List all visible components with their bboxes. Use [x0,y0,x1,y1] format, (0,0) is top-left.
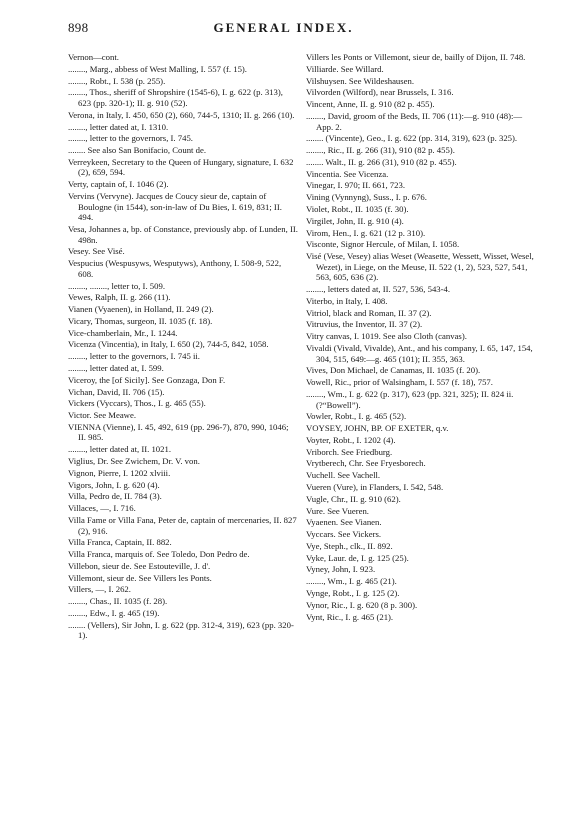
index-entry: Viceroy, the [of Sicily]. See Gonzaga, Don F. [68,374,226,385]
index-entry: ........, David, groom of the Beds, II. 706 (11):—g. 910 (48):—App. 2. [306,110,523,132]
index-entry: Vynge, Robt., I. g. 125 (2). [306,588,400,598]
index-entry: Vincentia. See Vicenza. [306,168,389,179]
index-entry: ........, Thos., sheriff of Shropshire (1545-6), I. g. 622 (p. 313), 623 (pp. 320-1); II. g. 910 (52). [68,87,283,108]
index-entry: Vitriol, black and Roman, II. 37 (2). [306,307,432,318]
index-entry: Verona, in Italy, I. 450, 650 (2), 660, 744-5, 1310; II. g. 266 (10). [68,109,295,120]
index-entry: Vye, Steph., clk., II. 892. [306,540,393,551]
index-entry: Vitry canvas, I. 1019. See also Cloth (canvas). [306,331,467,342]
index-entry: VIENNA (Vienne), I. 45, 492, 619 (pp. 296-7), 870, 990, 1046; II. 985. [68,421,289,443]
index-entry: Vyke, Laur. de, I. g. 125 (25). [306,552,409,563]
index-entry: Vowler, Robt., I. g. 465 (52). [306,411,407,422]
index-entry: Vernon—cont. [68,52,119,62]
page-number: 898 [68,20,89,35]
index-entry: ........, Wm., I. g. 465 (21). [306,576,397,587]
index-entry: Vriborch. See Friedburg. [306,446,393,457]
index-entry: ........, Chas., II. 1035 (f. 28). [68,596,168,607]
index-entry: Voyter, Robt., I. 1202 (4). [306,434,396,445]
index-entry: Villa Fame or Villa Fana, Peter de, captain of mercenaries, II. 827 (2), 916. [68,514,297,536]
index-entry: Verty, captain of, I. 1046 (2). [68,179,169,190]
index-entry: Viterbo, in Italy, I. 408. [306,295,388,306]
index-entry: Vigors, John, I. g. 620 (4). [68,479,160,490]
index-entry: Vice-chamberlain, Mr., I. 1244. [68,327,178,338]
index-entry: ........, Wm., I. g. 622 (p. 317), 623 (pp. 321, 325); II. 824 ii. (?“Bowell”). [306,388,514,410]
index-entry: Vrytberech, Chr. See Fryesborech. [306,458,426,469]
index-entry: Vivaldi (Vivald, Vivalde), Ant., and his company, I. 65, 147, 154, 304, 515, 649:—g. 465 (101); II. 355, 363. [306,342,533,364]
index-entry: Virgilet, John, II. g. 910 (4). [306,215,404,226]
index-entry: Vesa, Johannes a, bp. of Constance, previously abp. of Lunden, II. 498n. [68,223,298,245]
index-entry: ........, letter dated at, II. 1021. [68,444,172,455]
index-entry: ........, letters dated at, II. 527, 536, 543-4. [306,284,451,295]
index-entry: Villiarde. See Willard. [306,63,384,74]
index-entry: ........ (Vellers), Sir John, I. g. 622 (pp. 312-4, 319), 623 (pp. 320-1). [68,619,294,641]
index-entry: Vinegar, I. 970; II. 661, 723. [306,180,406,191]
index-entry: Vining (Vynnyng), Suss., I. p. 676. [306,192,427,203]
index-entry: ........, Edw., I. g. 465 (19). [68,608,160,618]
index-entry: Vowell, Ric., prior of Walsingham, I. 557 (f. 18), 757. [306,377,493,388]
index-entry: Visé (Vese, Vesey) alias Weset (Weasette, Wessett, Wisset, Wesel, Wezet), in Liege, on the Meuse, II. 522 (1, 2), 523, 527, 541, 563, 605, 636 (2). [306,251,534,283]
index-entry: Vewes, Ralph, II. g. 266 (11). [68,292,171,303]
index-entry: ........, letter to the governors, I. 745 ii. [68,351,200,362]
index-entry: Vervins (Vervyne). Jacques de Coucy sieur de, captain of Boulogne (in 1544), son-in-law of Du Bies, I. 619, 831; II. 494. [68,191,282,223]
index-entry: Vilshuysen. See Wildeshausen. [306,75,415,86]
index-entry: Vugle, Chr., II. g. 910 (62). [306,493,401,504]
index-entry: Villa Franca, Captain, II. 882. [68,537,172,548]
index-entry: ........, letter to the governors, I. 745. [68,133,193,144]
index-entry: Vicenza (Vincentia), in Italy, I. 650 (2), 744-5, 842, 1058. [68,339,269,350]
index-column-right [306,52,536,623]
index-entry: Vespucius (Wespusyws, Wesputyws), Anthony, I. 508-9, 522, 608. [68,258,282,279]
index-column-left [68,52,298,642]
index-entry: ........ (Vincente), Geo., I. g. 622 (pp. 314, 319), 623 (p. 325). [306,133,518,144]
index-entry: Vyaenen. See Vianen. [306,517,382,528]
index-entry: Vynt, Ric., I. g. 465 (21). [306,611,394,622]
index-entry: Villers les Ponts or Villemont, sieur de, bailly of Dijon, II. 748. [306,52,526,62]
index-entry: Vichan, David, II. 706 (15). [68,386,165,397]
index-entry: ........, Robt., I. 538 (p. 255). [68,75,166,86]
index-entry: Verreykeen, Secretary to the Queen of Hungary, signature, I. 632 (2), 659, 594. [68,156,294,178]
index-entry: Vicary, Thomas, surgeon, II. 1035 (f. 18). [68,315,213,326]
index-entry: ........, ........, letter to, I. 509. [68,280,165,291]
index-entry: Vilvorden (Wilford), near Brussels, I. 316. [306,87,454,98]
index-entry: Vuchell. See Vachell. [306,470,381,481]
index-entry: VOYSEY, JOHN, BP. OF EXETER, q.v. [306,423,449,434]
index-entry: ........, Ric., II. g. 266 (31), 910 (82 p. 455). [306,145,455,156]
index-entry: Viglius, Dr. See Zwichem, Dr. V. von. [68,456,200,467]
index-entry: ........ See also San Bonifacio, Count de. [68,145,207,156]
index-entry: Villebon, sieur de. See Estouteville, J. d'. [68,560,211,571]
index-entry: Vueren (Vure), in Flanders, I. 542, 548. [306,481,444,492]
index-entry: Vyney, John, I. 923. [306,564,376,575]
index-entry: ........, Marg., abbess of West Malling, I. 557 (f. 15). [68,63,247,74]
index-entry: Vitruvius, the Inventor, II. 37 (2). [306,319,423,330]
index-entry: Vure. See Vueren. [306,505,369,516]
index-entry: Vyccars. See Vickers. [306,529,382,540]
index-entry: Vynor, Ric., I. g. 620 (8 p. 300). [306,599,418,610]
index-entry: Vianen (Vyaenen), in Holland, II. 249 (2). [68,304,214,315]
index-entry: ........, letter dated at, I. 599. [68,362,164,373]
index-entry: Vives, Don Michael, de Canamas, II. 1035 (f. 20). [306,365,481,376]
index-entry: ........, letter dated at, I. 1310. [68,121,169,132]
page-title: GENERAL INDEX. [213,20,354,35]
index-entry: Villa Franca, marquis of. See Toledo, Don Pedro de. [68,549,250,560]
index-entry: Victor. See Meawe. [68,410,136,421]
index-entry: Violet, Robt., II. 1035 (f. 30). [306,203,409,214]
index-entry: Virom, Hen., I. g. 621 (12 p. 310). [306,227,426,238]
index-entry: Vickers (Vyccars), Thos., I. g. 465 (55). [68,398,206,409]
index-entry: Vesey. See Visé. [68,246,125,257]
index-entry: Villaces, —, I. 716. [68,503,136,514]
index-entry: Villemont, sieur de. See Villers les Ponts. [68,572,212,583]
index-entry: Villa, Pedro de, II. 784 (3). [68,491,162,502]
index-entry: Villers, —, I. 262. [68,584,131,595]
index-entry: Vignon, Pierre, I. 1202 xlviii. [68,467,171,478]
index-entry: Vincent, Anne, II. g. 910 (82 p. 455). [306,99,435,110]
index-entry: Visconte, Signor Hercule, of Milan, I. 1058. [306,239,460,250]
index-entry: ........ Walt., II. g. 266 (31), 910 (82 p. 455). [306,156,457,167]
